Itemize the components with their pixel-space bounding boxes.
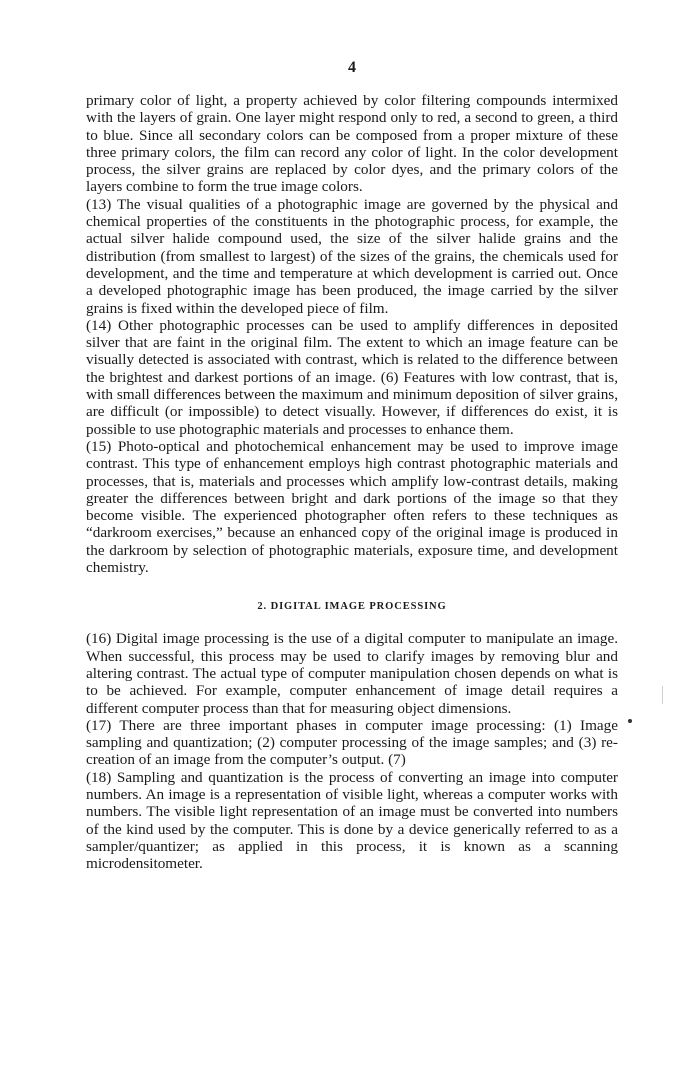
document-page [86, 58, 618, 872]
paragraph-16: (16) Digital image processing is the use of a digital computer to manipulate an image. When successful, this process may be used to clarify images by removing blur and altering contrast. The actual type of computer manipulation chosen depends on what is to be achieved. For example, computer enhancement of image detail requires a different computer process than that for measuring object dimensions. [86, 630, 618, 717]
paragraph-13: (13) The visual qualities of a photographic image are governed by the physical and chemical properties of the constituents in the photographic process, for example, the actual silver halide compound used, the size of the silver halide grains and the distribution (from smallest to largest) of the sizes of the grains, the chemicals used for development, and the time and temperature at which development is carried out. Once a developed photographic image has been produced, the image carried by the silver grains is fixed within the developed piece of film. [86, 195, 618, 317]
paragraph-17: (17) There are three important phases in computer image processing: (1) Image sampling and quantization; (2) computer processing of the image samples; and (3) re-creation of an image from the computer’s output. (7) [86, 716, 618, 769]
margin-tick-mark [662, 686, 663, 704]
paragraph-15: (15) Photo-optical and photochemical enhancement may be used to improve image contrast. This type of enhancement employs high contrast photographic materials and processes, that is, materials and processes which amplify low-contrast details, making greater the differences between bright and dark portions of the image so that they become visible. The experienced photographer often refers to these techniques as “darkroom exercises,” because an enhanced copy of the original image is produced in the darkroom by selection of photographic materials, exposure time, and development chemistry. [86, 437, 618, 577]
margin-dot-mark [628, 719, 632, 723]
section-heading: 2. DIGITAL IMAGE PROCESSING [257, 601, 447, 613]
paragraph-18: (18) Sampling and quantization is the process of converting an image into computer numbers. An image is a representation of visible light, whereas a computer works with numbers. The visible light representation of an image must be converted into numbers of the kind used by the computer. This is done by a device generically referred to as a sampler/quantizer; as applied in this process, it is known as a scanning microdensitometer. [86, 768, 618, 873]
paragraph-14: (14) Other photographic processes can be used to amplify differences in deposited silver that are faint in the original film. The extent to which an image feature can be visually detected is associated with contrast, which is related to the difference between the brightest and darkest portions of an image. (6) Features with low contrast, that is, with small differences between the maximum and minimum deposition of silver grains, are difficult (or impossible) to detect visually. However, if differences do exist, it is possible to use photographic materials and processes to enhance them. [86, 316, 618, 438]
page-number: 4 [348, 59, 356, 76]
paragraph-color-film: primary color of light, a property achieved by color filtering compounds intermixed with the layers of grain. One layer might respond only to red, a second to green, a third to blue. Since all secondary colors can be composed from a proper mixture of these three primary colors, the film can record any color of light. In the color development process, the silver grains are replaced by color dyes, and the primary colors of the layers combine to form the true image colors. [86, 92, 618, 196]
